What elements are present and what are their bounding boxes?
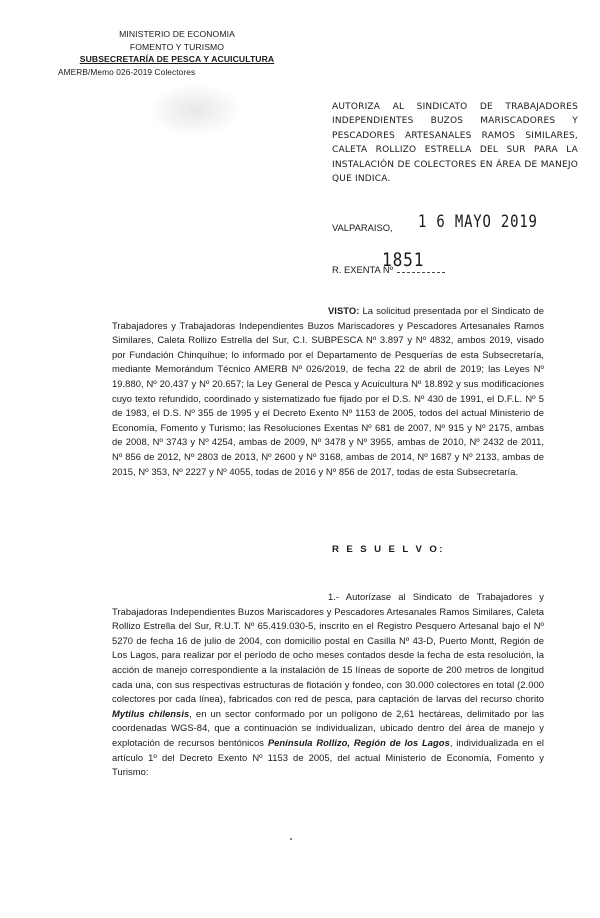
page-mark [290, 838, 292, 840]
ministry-line-1: MINISTERIO DE ECONOMIA [119, 29, 235, 39]
resuelvo-heading: R E S U E L V O: [332, 544, 445, 555]
resolution-blank-line [397, 272, 445, 273]
article-1-number: 1.- [328, 591, 340, 602]
subsecretaria-line: SUBSECRETARÍA DE PESCA Y ACUICULTURA [79, 54, 275, 64]
area-name: Península Rollizo, Región de los Lagos [267, 736, 450, 748]
visto-paragraph [112, 304, 544, 479]
resolution-label-text: R. EXENTA Nº [332, 264, 394, 275]
article-1-paragraph [112, 590, 544, 780]
faded-seal [150, 84, 240, 136]
resolution-number: 1851 [382, 249, 425, 271]
stamped-date: 1 6 MAYO 2019 [418, 212, 538, 232]
article-1-text-b: , en un sector conformado por un polígono de 2,61 hectáreas, delimitado por las coordenadas WGS-84, que a continuación se individualizan, ubicado dentro del área de manejo y explotación de recursos bentónicos [112, 707, 544, 748]
species-name: Mytilus chilensis [112, 707, 190, 719]
letterhead [58, 28, 292, 78]
place-label: VALPARAISO, [332, 222, 393, 233]
ministry-line-2: FOMENTO Y TURISMO [129, 41, 225, 52]
visto-label: VISTO: [328, 305, 360, 316]
memo-reference: AMERB/Memo 026-2019 Colectores [58, 66, 196, 77]
article-1-text-c: , individualizada en el artículo 1º del Decreto Exento Nº 1153 de 2005, del actual Ministerio de Economía, Fomento y Turismo: [112, 736, 545, 778]
resolution-subject: AUTORIZA AL SINDICATO DE TRABAJADORES INDEPENDIENTES BUZOS MARISCADORES Y PESCADORES ARTESANALES RAMOS SIMILARES, CALETA ROLLIZO ESTRELLA DEL SUR PARA LA INSTALACIÓN DE COLECTORES EN ÁREA DE MANEJO QUE INDICA. [332, 102, 578, 185]
visto-text: La solicitud presentada por el Sindicato de Trabajadores y Trabajadoras Independientes Buzos Mariscadores y Pescadores Artesanales Ramos Similares, Caleta Rollizo Estrella del Sur, C.I. SUBPESCA Nº 3.897 y Nº 4832, ambos 2019, visado por Fundación Chinquihue; lo informado por el Departamento de Pesquerías de esta Subsecretaría, mediante Memorándum Técnico AMERB Nº 026/2019, de fecha 22 de abril de 2019; las Leyes Nº 19.880, Nº 20.437 y Nº 20.657; la Ley General de Pesca y Acuicultura Nº 18.892 y sus modificaciones cuyo texto refundido, coordinado y sistematizado fue fijado por el D.S. Nº 430 de 1991, el D.F.L. Nº 5 de 1983, el D.S. Nº 355 de 1995 y el Decreto Exento Nº 1153 de 2005, todos del actual Ministerio de Economía, Fomento y Turismo; las Resoluciones Exentas Nº 681 de 2007, Nº 915 y Nº 2175, ambas de 2008, Nº 3743 y Nº 4254, ambas de 2009, Nº 3478 y Nº 3955, ambas de 2010, Nº 2432 de 2011, Nº 856 de 2012, Nº 2803 de 2013, Nº 2600 y Nº 3168, ambas de 2014, Nº 1687 y Nº 2133, ambas de 2015, Nº 353, Nº 2227 y Nº 4055, todas de 2016 y Nº 856 de 2017, todas de esta Subsecretaría. [112, 305, 545, 477]
article-1-text-a: Autorízase al Sindicato de Trabajadores y Trabajadoras Independientes Buzos Mariscadores y Pescadores Artesanales Ramos Similares, Caleta Rollizo Estrella del Sur, R.U.T. Nº 65.419.030-5, inscrito en el Registro Pesquero Artesanal bajo el Nº 5270 de fecha 16 de julio de 2004, con domicilio postal en Casilla Nº 43-D, Puerto Montt, Región de Los Lagos, para realizar por el período de ocho meses contados desde la fecha de esta resolución, la acción de manejo correspondiente a la instalación de 15 líneas de soporte de 200 metros de longitud cada una, con sus respectivas estructuras de flotación y fondeo, con 30.000 colectores en total (2.000 colectores por cada línea), fabricados con red de pesca, para captación de larvas del recurso chorito [112, 591, 544, 705]
